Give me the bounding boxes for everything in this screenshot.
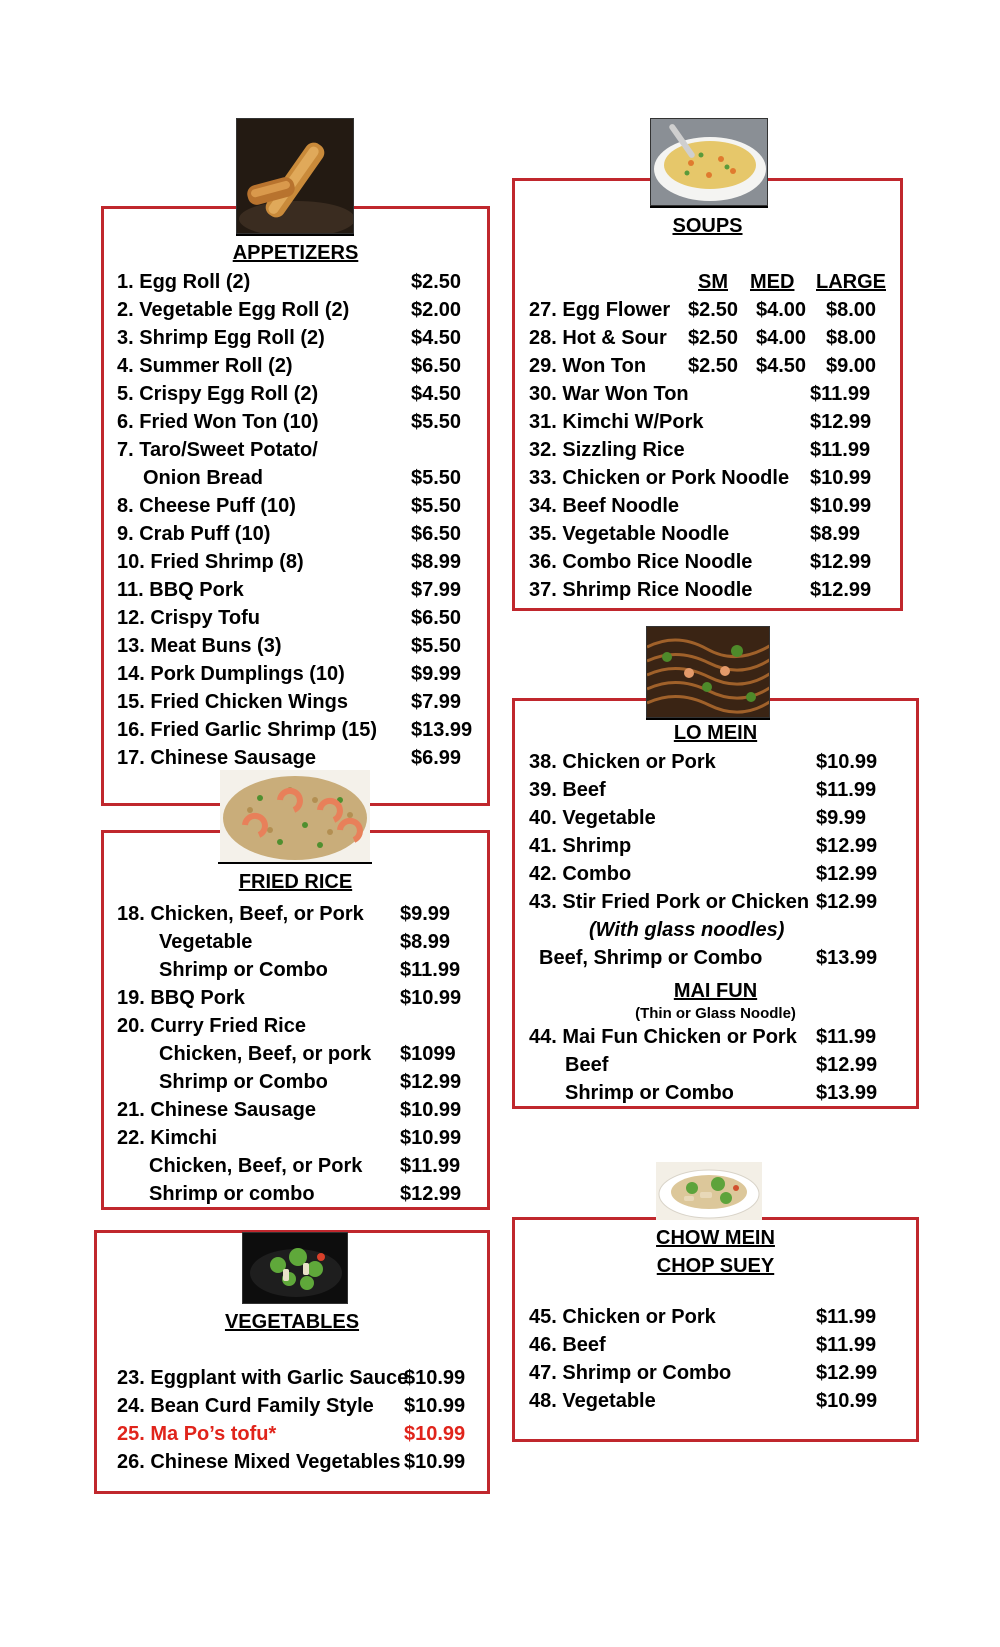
menu-item-price: $10.99	[400, 987, 462, 1009]
lo-mein-photo	[646, 626, 770, 718]
soup-size-med-header: MED	[750, 271, 795, 293]
menu-item-name: 27. Egg Flower	[529, 299, 671, 321]
soup-size-sm-header: SM	[698, 271, 728, 293]
menu-item-name: 1. Egg Roll (2)	[117, 271, 251, 293]
vegetables-photo	[242, 1232, 348, 1304]
menu-item-name: 43. Stir Fried Pork or Chicken	[529, 891, 810, 913]
menu-item-price: $11.99	[810, 439, 871, 461]
menu-item-price: $12.99	[816, 863, 878, 885]
mai-fun-note: (Thin or Glass Noodle)	[635, 1005, 796, 1022]
menu-item-price: $6.50	[411, 607, 462, 629]
menu-item-name: 14. Pork Dumplings (10)	[117, 663, 345, 685]
menu-item-price: $12.99	[400, 1183, 462, 1205]
menu-item-name: 3. Shrimp Egg Roll (2)	[117, 327, 325, 349]
menu-item-price: $5.50	[411, 467, 462, 489]
menu-item-price: $8.99	[810, 523, 861, 545]
menu-item-price: $10.99	[400, 1127, 462, 1149]
soup-size-large-header: LARGE	[816, 271, 886, 293]
menu-item-price: $10.99	[810, 495, 872, 517]
menu-item-name: 13. Meat Buns (3)	[117, 635, 282, 657]
menu-item-price: $11.99	[816, 1026, 877, 1048]
chow-mein-photo	[656, 1162, 762, 1220]
menu-item-name: 39. Beef	[529, 779, 606, 801]
chow-mein-title: CHOW MEIN	[656, 1227, 775, 1249]
appetizers-title-rule	[236, 234, 354, 236]
menu-item-price: $2.00	[411, 299, 462, 321]
menu-item-price: $4.50	[411, 327, 462, 349]
menu-item-name: 6. Fried Won Ton (10)	[117, 411, 319, 433]
menu-item-name: 26. Chinese Mixed Vegetables	[117, 1451, 401, 1473]
egg-roll-photo	[236, 118, 354, 234]
fried-rice-photo	[220, 770, 370, 862]
soup-photo	[650, 118, 768, 206]
menu-item-price: $8.99	[411, 551, 462, 573]
menu-item-price: $12.99	[810, 579, 872, 601]
menu-item-name: 19. BBQ Pork	[117, 987, 245, 1009]
menu-item-price-med: $4.00	[756, 327, 807, 349]
menu-item-name: 5. Crispy Egg Roll (2)	[117, 383, 319, 405]
menu-item-name: 16. Fried Garlic Shrimp (15)	[117, 719, 378, 741]
menu-item-price: $9.99	[400, 903, 451, 925]
lo-mein-title-rule	[646, 718, 770, 720]
menu-item-name: 31. Kimchi W/Pork	[529, 411, 704, 433]
menu-item-name: 12. Crispy Tofu	[117, 607, 260, 629]
menu-item-price: $10.99	[816, 751, 878, 773]
menu-item-price: $12.99	[816, 891, 878, 913]
soups-title-rule	[650, 206, 768, 208]
menu-item-price: $13.99	[816, 1082, 878, 1104]
menu-item-name: 11. BBQ Pork	[117, 579, 244, 601]
menu-item-price: $9.99	[816, 807, 867, 829]
menu-item-price: $10.99	[404, 1451, 466, 1473]
menu-item-price: $1099	[400, 1043, 456, 1065]
chop-suey-title: CHOP SUEY	[656, 1255, 775, 1277]
menu-item-name: 46. Beef	[529, 1334, 606, 1356]
menu-item-name: 45. Chicken or Pork	[529, 1306, 716, 1328]
menu-item-name: Shrimp or Combo	[565, 1082, 734, 1104]
menu-item-name: Shrimp or Combo	[159, 959, 328, 981]
menu-item-price: $10.99	[404, 1367, 466, 1389]
menu-item-name: 37. Shrimp Rice Noodle	[529, 579, 753, 601]
menu-item-name: 40. Vegetable	[529, 807, 656, 829]
menu-item-name: 25. Ma Po’s tofu*	[117, 1423, 277, 1445]
menu-item-price: $13.99	[411, 719, 473, 741]
menu-item-price: $12.99	[810, 411, 872, 433]
menu-item-name: 9. Crab Puff (10)	[117, 523, 271, 545]
menu-item-name: 30. War Won Ton	[529, 383, 689, 405]
menu-item-name: Beef, Shrimp or Combo	[539, 947, 763, 969]
menu-item-price: $10.99	[404, 1423, 466, 1445]
menu-item-name: 29. Won Ton	[529, 355, 647, 377]
appetizers-title: APPETIZERS	[232, 242, 359, 264]
menu-item-name: 21. Chinese Sausage	[117, 1099, 316, 1121]
fried-rice-title-rule	[218, 862, 372, 864]
lo-mein-title: LO MEIN	[673, 722, 758, 744]
menu-item-name: 17. Chinese Sausage	[117, 747, 316, 769]
menu-item-name: 41. Shrimp	[529, 835, 632, 857]
menu-item-name: Chicken, Beef, or Pork	[149, 1155, 363, 1177]
menu-item-name: Chicken, Beef, or pork	[159, 1043, 372, 1065]
menu-item-name: Shrimp or combo	[149, 1183, 315, 1205]
menu-item-price: $7.99	[411, 691, 462, 713]
menu-item-price: $5.50	[411, 411, 462, 433]
menu-item-name: Vegetable	[159, 931, 253, 953]
menu-item-price: $4.50	[411, 383, 462, 405]
menu-item-price: $6.99	[411, 747, 462, 769]
menu-item-name: 33. Chicken or Pork Noodle	[529, 467, 790, 489]
menu-item-name: 44. Mai Fun Chicken or Pork	[529, 1026, 797, 1048]
menu-item-price: $10.99	[816, 1390, 878, 1412]
menu-item-price: $11.99	[400, 959, 461, 981]
menu-item-name: 42. Combo	[529, 863, 632, 885]
fried-rice-title: FRIED RICE	[238, 871, 353, 893]
menu-item-name: 28. Hot & Sour	[529, 327, 667, 349]
menu-item-price: $11.99	[400, 1155, 461, 1177]
menu-item-price: $11.99	[810, 383, 871, 405]
menu-item-price-large: $9.00	[826, 355, 877, 377]
menu-item-name: 24. Bean Curd Family Style	[117, 1395, 374, 1417]
menu-item-price: $11.99	[816, 1306, 877, 1328]
menu-item-price-sm: $2.50	[688, 299, 739, 321]
menu-item-name: Shrimp or Combo	[159, 1071, 328, 1093]
menu-item-name: 32. Sizzling Rice	[529, 439, 685, 461]
menu-item-name: Beef	[565, 1054, 609, 1076]
menu-item-price: $8.99	[400, 931, 451, 953]
menu-item-name: 38. Chicken or Pork	[529, 751, 716, 773]
soups-title: SOUPS	[672, 215, 743, 237]
menu-item-price: $2.50	[411, 271, 462, 293]
menu-item-name: 18. Chicken, Beef, or Pork	[117, 903, 364, 925]
menu-item-price: $12.99	[816, 1054, 878, 1076]
menu-item-name: Onion Bread	[143, 467, 264, 489]
menu-item-name: 47. Shrimp or Combo	[529, 1362, 732, 1384]
menu-item-name: 23. Eggplant with Garlic Sauce	[117, 1367, 409, 1389]
menu-item-price-sm: $2.50	[688, 355, 739, 377]
menu-item-name: (With glass noodles)	[589, 919, 785, 941]
menu-item-name: 8. Cheese Puff (10)	[117, 495, 296, 517]
vegetables-title: VEGETABLES	[224, 1311, 360, 1333]
menu-item-price: $11.99	[816, 779, 877, 801]
menu-item-price: $5.50	[411, 495, 462, 517]
menu-item-price: $12.99	[810, 551, 872, 573]
menu-item-price: $5.50	[411, 635, 462, 657]
menu-item-price: $11.99	[816, 1334, 877, 1356]
menu-item-price: $12.99	[400, 1071, 462, 1093]
menu-item-price: $6.50	[411, 355, 462, 377]
menu-item-price-large: $8.00	[826, 299, 877, 321]
menu-item-name: 7. Taro/Sweet Potato/	[117, 439, 318, 461]
menu-item-price: $10.99	[810, 467, 872, 489]
menu-item-price: $12.99	[816, 1362, 878, 1384]
menu-item-price-large: $8.00	[826, 327, 877, 349]
menu-item-name: 22. Kimchi	[117, 1127, 218, 1149]
menu-item-name: 2. Vegetable Egg Roll (2)	[117, 299, 350, 321]
mai-fun-title: MAI FUN	[673, 980, 758, 1002]
menu-item-price: $9.99	[411, 663, 462, 685]
menu-item-name: 10. Fried Shrimp (8)	[117, 551, 304, 573]
menu-item-price: $10.99	[404, 1395, 466, 1417]
menu-item-name: 34. Beef Noodle	[529, 495, 680, 517]
menu-item-name: 35. Vegetable Noodle	[529, 523, 730, 545]
menu-item-price: $10.99	[400, 1099, 462, 1121]
menu-item-price-med: $4.50	[756, 355, 807, 377]
menu-item-price-med: $4.00	[756, 299, 807, 321]
menu-item-price: $12.99	[816, 835, 878, 857]
menu-item-price: $7.99	[411, 579, 462, 601]
menu-item-name: 20. Curry Fried Rice	[117, 1015, 306, 1037]
menu-item-name: 4. Summer Roll (2)	[117, 355, 293, 377]
menu-item-price: $13.99	[816, 947, 878, 969]
menu-item-name: 48. Vegetable	[529, 1390, 656, 1412]
menu-item-name: 15. Fried Chicken Wings	[117, 691, 348, 713]
menu-item-price: $6.50	[411, 523, 462, 545]
menu-item-name: 36. Combo Rice Noodle	[529, 551, 753, 573]
menu-item-price-sm: $2.50	[688, 327, 739, 349]
